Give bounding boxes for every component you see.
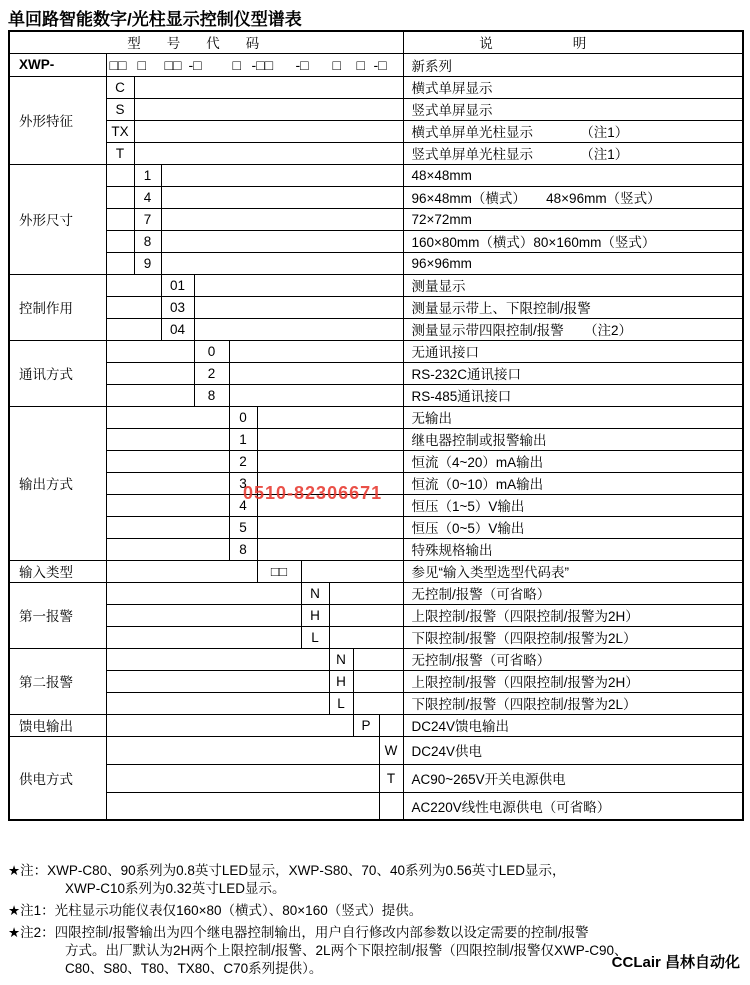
model-prefix-row xyxy=(9,53,743,76)
description-cell: 恒压（0~5）V输出 xyxy=(403,516,743,538)
empty-cell xyxy=(161,186,403,208)
empty-cell xyxy=(257,428,403,450)
description-cell: 横式单屏显示 xyxy=(403,76,743,98)
code-cell: 8 xyxy=(194,384,229,406)
empty-cell xyxy=(329,604,403,626)
code-box-group: -□ xyxy=(373,56,387,73)
description-cell: 横式单屏单光柱显示 （注1） xyxy=(403,120,743,142)
empty-cell xyxy=(106,296,161,318)
code-cell: 2 xyxy=(194,362,229,384)
empty-cell xyxy=(229,384,403,406)
empty-cell xyxy=(106,164,134,186)
table-row xyxy=(9,76,743,98)
code-cell: N xyxy=(301,582,329,604)
table-row xyxy=(9,450,743,472)
description-cell: 无输出 xyxy=(403,406,743,428)
empty-cell xyxy=(106,648,329,670)
description-cell: 恒流（4~20）mA输出 xyxy=(403,450,743,472)
table-row xyxy=(9,764,743,792)
description-cell: 无通讯接口 xyxy=(403,340,743,362)
table-row xyxy=(9,560,743,582)
model-prefix-description: 新系列 xyxy=(403,53,743,76)
empty-cell xyxy=(106,274,161,296)
empty-cell xyxy=(134,98,403,120)
table-row xyxy=(9,120,743,142)
table-row xyxy=(9,142,743,164)
table-row xyxy=(9,736,743,764)
empty-cell xyxy=(106,208,134,230)
description-cell: RS-485通讯接口 xyxy=(403,384,743,406)
table-row xyxy=(9,186,743,208)
empty-cell xyxy=(257,450,403,472)
description-cell: 竖式单屏单光柱显示 （注1） xyxy=(403,142,743,164)
empty-cell xyxy=(134,76,403,98)
empty-cell xyxy=(329,626,403,648)
description-cell: 无控制/报警（可省略） xyxy=(403,648,743,670)
description-cell: 96×48mm（横式） 48×96mm（竖式） xyxy=(403,186,743,208)
code-box-group: □□ xyxy=(164,56,182,73)
table-row xyxy=(9,296,743,318)
empty-cell xyxy=(106,494,229,516)
empty-cell xyxy=(161,208,403,230)
model-selection-table xyxy=(8,30,744,821)
description-cell: 竖式单屏显示 xyxy=(403,98,743,120)
table-row xyxy=(9,362,743,384)
note-line: ★注2：四限控制/报警输出为四个继电器控制输出，用户自行修改内部参数以设定需要的控制/报警 xyxy=(8,925,589,940)
note-line: ★注：XWP-C80、90系列为0.8英寸LED显示，XWP-S80、70、40系列为0.56英寸LED显示， xyxy=(8,863,566,878)
description-cell: DC24V供电 xyxy=(403,736,743,764)
code-cell: T xyxy=(379,764,403,792)
code-cell: □□ xyxy=(257,560,301,582)
description-cell: 恒流（0~10）mA输出 xyxy=(403,472,743,494)
empty-cell xyxy=(353,692,403,714)
description-cell: 测量显示带上、下限控制/报警 xyxy=(403,296,743,318)
empty-cell xyxy=(106,318,161,340)
table-row xyxy=(9,516,743,538)
description-cell: 72×72mm xyxy=(403,208,743,230)
table-row xyxy=(9,648,743,670)
description-cell: 上限控制/报警（四限控制/报警为2H） xyxy=(403,604,743,626)
empty-cell xyxy=(106,604,301,626)
table-row xyxy=(9,714,743,736)
table-header-row xyxy=(9,31,743,53)
note-line: XWP-C10系列为0.32英寸LED显示。 xyxy=(65,881,286,896)
empty-cell xyxy=(106,764,379,792)
code-cell: S xyxy=(106,98,134,120)
empty-cell xyxy=(257,516,403,538)
empty-cell xyxy=(106,692,329,714)
empty-cell xyxy=(106,428,229,450)
table-row xyxy=(9,340,743,362)
table-row xyxy=(9,582,743,604)
code-cell xyxy=(379,792,403,820)
empty-cell xyxy=(106,736,379,764)
empty-cell xyxy=(106,670,329,692)
model-prefix-label: XWP- xyxy=(9,53,106,76)
empty-cell xyxy=(106,792,379,820)
empty-cell xyxy=(161,230,403,252)
code-cell: P xyxy=(353,714,379,736)
table-row xyxy=(9,538,743,560)
description-cell: 上限控制/报警（四限控制/报警为2H） xyxy=(403,670,743,692)
code-cell: 8 xyxy=(229,538,257,560)
empty-cell xyxy=(106,406,229,428)
empty-cell xyxy=(194,274,403,296)
table-row xyxy=(9,164,743,186)
code-cell: T xyxy=(106,142,134,164)
table-row xyxy=(9,318,743,340)
header-model-code: 型号代码 xyxy=(9,31,403,53)
description-cell: AC90~265V开关电源供电 xyxy=(403,764,743,792)
empty-cell xyxy=(106,230,134,252)
code-cell: 7 xyxy=(134,208,161,230)
code-cell: 1 xyxy=(134,164,161,186)
empty-cell xyxy=(106,450,229,472)
empty-cell xyxy=(379,714,403,736)
table-row xyxy=(9,626,743,648)
code-box-group: □□ xyxy=(109,56,127,73)
description-cell: 特殊规格输出 xyxy=(403,538,743,560)
code-cell: 4 xyxy=(229,494,257,516)
empty-cell xyxy=(106,516,229,538)
code-cell: 0 xyxy=(194,340,229,362)
empty-cell xyxy=(353,670,403,692)
code-cell: 01 xyxy=(161,274,194,296)
category-label: 第二报警 xyxy=(9,648,106,714)
empty-cell xyxy=(106,582,301,604)
empty-cell xyxy=(106,626,301,648)
empty-cell xyxy=(161,164,403,186)
note xyxy=(8,902,740,920)
header-description: 说明 xyxy=(403,31,743,53)
description-cell: 96×96mm xyxy=(403,252,743,274)
code-cell: 5 xyxy=(229,516,257,538)
code-cell: N xyxy=(329,648,353,670)
note-line: C80、S80、T80、TX80、C70系列提供）。 xyxy=(65,961,323,976)
model-table-body xyxy=(9,31,743,820)
table-row xyxy=(9,384,743,406)
table-row xyxy=(9,792,743,820)
code-cell: 1 xyxy=(229,428,257,450)
empty-cell xyxy=(194,318,403,340)
code-box-group: □ xyxy=(356,56,365,73)
empty-cell xyxy=(257,406,403,428)
category-label: 控制作用 xyxy=(9,274,106,340)
empty-cell xyxy=(257,538,403,560)
table-row xyxy=(9,274,743,296)
empty-cell xyxy=(106,714,353,736)
empty-cell xyxy=(229,340,403,362)
description-cell: 无控制/报警（可省略） xyxy=(403,582,743,604)
model-code-boxes-cell xyxy=(106,53,403,76)
note-line: 方式。出厂默认为2H两个上限控制/报警、2L两个下限控制/报警（四限控制/报警仅XWP-C90、 xyxy=(65,943,628,958)
code-cell: H xyxy=(301,604,329,626)
empty-cell xyxy=(106,340,194,362)
code-box-group: -□ xyxy=(295,56,309,73)
empty-cell xyxy=(161,252,403,274)
table-row xyxy=(9,252,743,274)
empty-cell xyxy=(301,560,403,582)
description-cell: 下限控制/报警（四限控制/报警为2L） xyxy=(403,626,743,648)
empty-cell xyxy=(353,648,403,670)
description-cell: 测量显示带四限控制/报警 （注2） xyxy=(403,318,743,340)
empty-cell xyxy=(106,362,194,384)
description-cell: 继电器控制或报警输出 xyxy=(403,428,743,450)
empty-cell xyxy=(106,538,229,560)
code-cell: H xyxy=(329,670,353,692)
watermark-phone: 0510-82306671 xyxy=(243,483,383,503)
description-cell: 48×48mm xyxy=(403,164,743,186)
code-box-group: □ xyxy=(137,56,146,73)
empty-cell xyxy=(106,560,257,582)
code-box-group: -□□ xyxy=(251,56,274,73)
category-label: 供电方式 xyxy=(9,736,106,820)
table-row xyxy=(9,208,743,230)
model-code-boxes xyxy=(107,54,403,76)
empty-cell xyxy=(229,362,403,384)
code-box-group: -□ xyxy=(188,56,202,73)
empty-cell xyxy=(106,186,134,208)
table-row xyxy=(9,428,743,450)
code-cell: L xyxy=(301,626,329,648)
table-row xyxy=(9,670,743,692)
table-row xyxy=(9,406,743,428)
description-cell: 测量显示 xyxy=(403,274,743,296)
category-label: 外形尺寸 xyxy=(9,164,106,274)
code-cell: TX xyxy=(106,120,134,142)
code-cell: 4 xyxy=(134,186,161,208)
description-cell: RS-232C通讯接口 xyxy=(403,362,743,384)
code-cell: 04 xyxy=(161,318,194,340)
empty-cell xyxy=(134,142,403,164)
description-cell: 160×80mm（横式）80×160mm（竖式） xyxy=(403,230,743,252)
category-label: 外形特征 xyxy=(9,76,106,164)
category-label: 输入类型 xyxy=(9,560,106,582)
code-cell: 3 xyxy=(229,472,257,494)
empty-cell xyxy=(194,296,403,318)
description-cell: 恒压（1~5）V输出 xyxy=(403,494,743,516)
note xyxy=(8,862,740,898)
table-row xyxy=(9,692,743,714)
code-cell: W xyxy=(379,736,403,764)
code-cell: 2 xyxy=(229,450,257,472)
empty-cell xyxy=(106,472,229,494)
category-label: 馈电输出 xyxy=(9,714,106,736)
code-cell: 03 xyxy=(161,296,194,318)
brand-logo: CCLair 昌林自动化 xyxy=(611,954,740,971)
empty-cell xyxy=(329,582,403,604)
table-row xyxy=(9,230,743,252)
table-row xyxy=(9,604,743,626)
category-label: 输出方式 xyxy=(9,406,106,560)
table-row xyxy=(9,98,743,120)
page-title: 单回路智能数字/光柱显示控制仪型谱表 xyxy=(8,10,302,29)
category-label: 通讯方式 xyxy=(9,340,106,406)
description-cell: DC24V馈电输出 xyxy=(403,714,743,736)
description-cell: 下限控制/报警（四限控制/报警为2L） xyxy=(403,692,743,714)
code-box-group: □ xyxy=(332,56,341,73)
category-label: 第一报警 xyxy=(9,582,106,648)
code-cell: L xyxy=(329,692,353,714)
description-cell: 参见“输入类型选型代码表” xyxy=(403,560,743,582)
code-cell: 8 xyxy=(134,230,161,252)
code-cell: C xyxy=(106,76,134,98)
note-line: ★注1：光柱显示功能仪表仅160×80（横式）、80×160（竖式）提供。 xyxy=(8,903,423,918)
empty-cell xyxy=(106,252,134,274)
empty-cell xyxy=(134,120,403,142)
code-cell: 0 xyxy=(229,406,257,428)
code-box-group: □ xyxy=(232,56,241,73)
empty-cell xyxy=(106,384,194,406)
code-cell: 9 xyxy=(134,252,161,274)
description-cell: AC220V线性电源供电（可省略） xyxy=(403,792,743,820)
